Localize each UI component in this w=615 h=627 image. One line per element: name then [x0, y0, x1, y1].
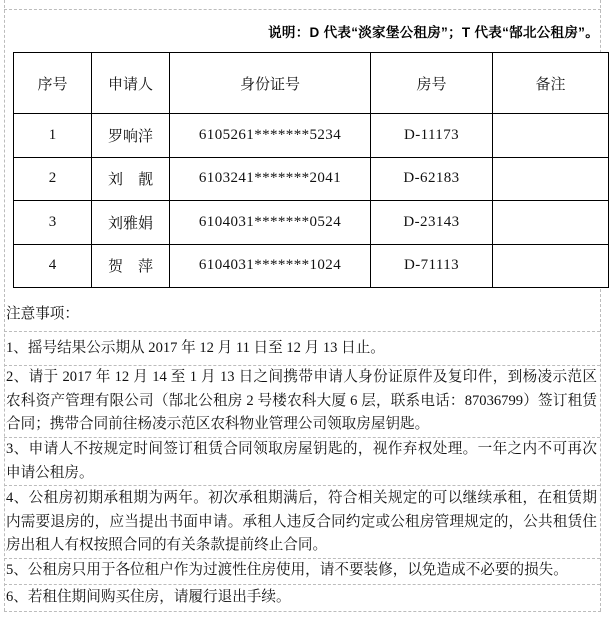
cell-id: 6103241*******2041	[170, 157, 371, 201]
cell-seq: 4	[14, 244, 92, 288]
cell-name: 贺 萍	[92, 244, 170, 288]
cell-id: 6104031*******0524	[170, 201, 371, 245]
cell-name: 刘雅娟	[92, 201, 170, 245]
notes-title: 注意事项：	[6, 306, 79, 322]
table-header-row	[14, 53, 609, 114]
table-row	[14, 201, 609, 245]
notes-section	[4, 290, 600, 611]
note-item-6: 6、若租住期间购买住房，请履行退出手续。	[4, 584, 600, 611]
table-row	[14, 157, 609, 201]
cell-remark	[493, 244, 609, 288]
header-remark: 备注	[493, 53, 609, 114]
cell-id: 6104031*******1024	[170, 244, 371, 288]
allocation-table	[13, 52, 609, 288]
cell-room: D-23143	[371, 201, 493, 245]
cell-seq: 2	[14, 157, 92, 201]
header-room: 房号	[371, 53, 493, 114]
text-boundary-bottom	[4, 611, 601, 612]
note-item-5: 5、公租房只用于各位租户作为过渡性住房使用，请不要装修，以免造成不必要的损失。	[4, 558, 600, 584]
cell-seq: 1	[14, 114, 92, 158]
cell-id: 6105261*******5234	[170, 114, 371, 158]
table-row	[14, 114, 609, 158]
cell-room: D-11173	[371, 114, 493, 158]
header-name: 申请人	[92, 53, 170, 114]
cell-name: 罗响洋	[92, 114, 170, 158]
cell-remark	[493, 157, 609, 201]
table-row	[14, 244, 609, 288]
cell-remark	[493, 114, 609, 158]
legend-note: 说明：D 代表“淡家堡公租房”；T 代表“郜北公租房”。	[268, 25, 599, 40]
header-seq: 序号	[14, 53, 92, 114]
header-id: 身份证号	[170, 53, 371, 114]
note-item-2: 2、请于 2017 年 12 月 14 至 1 月 13 日之间携带申请人身份证原件及复印件，到杨凌示范区农科资产管理有限公司（郜北公租房 2 号楼农科大厦 6 层，联系电话：87036799）签订租赁合同；携带合同前往杨凌示范区农科物业管理公司领取房屋钥匙。	[4, 365, 600, 437]
cell-room: D-62183	[371, 157, 493, 201]
cell-seq: 3	[14, 201, 92, 245]
note-item-1: 1、摇号结果公示期从 2017 年 12 月 11 日至 12 月 13 日止。	[4, 331, 600, 365]
note-item-3: 3、申请人不按规定时间签订租赁合同领取房屋钥匙的，视作弃权处理。一年之内不可再次申请公租房。	[4, 437, 600, 485]
cell-room: D-71113	[371, 244, 493, 288]
cell-name: 刘 靓	[92, 157, 170, 201]
note-item-4: 4、公租房初期承租期为两年。初次承租期满后，符合相关规定的可以继续承租，在租赁期内需要退房的，应当提出书面申请。承租人违反合同约定或公租房管理规定的，公共租赁住房出租人有权按照合同的有关条款提前终止合同。	[4, 485, 600, 558]
cell-remark	[493, 201, 609, 245]
